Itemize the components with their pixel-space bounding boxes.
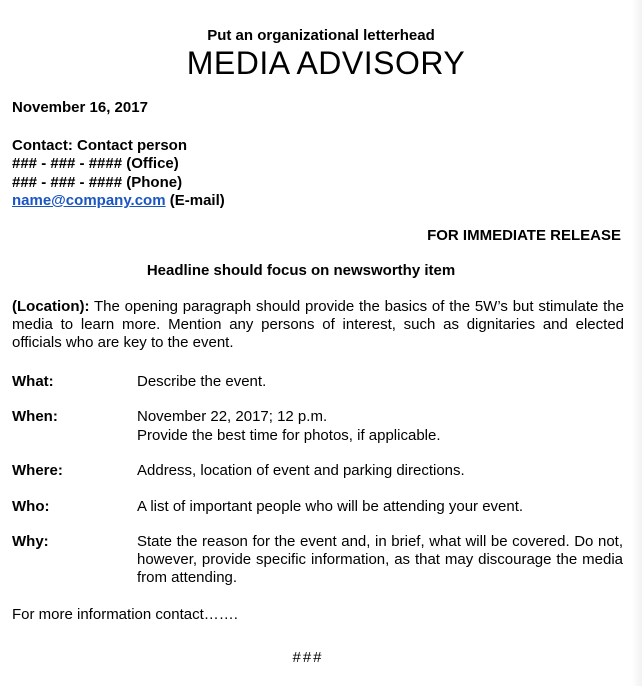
why-value: State the reason for the event and, in brief, what will be covered. Do not, however, provide specific information, as that may discourage the media from attending. — [137, 533, 623, 586]
when-label: When: — [12, 408, 58, 425]
where-label: Where: — [12, 462, 63, 479]
what-label: What: — [12, 373, 54, 390]
contact-email-line — [12, 192, 225, 210]
more-info-line: For more information contact……. — [12, 606, 238, 623]
email-suffix: (E-mail) — [165, 192, 225, 209]
contact-person: Contact: Contact person — [12, 137, 188, 154]
advisory-date: November 16, 2017 — [12, 99, 148, 116]
where-value: Address, location of event and parking directions. — [137, 462, 465, 479]
email-link[interactable]: name@company.com — [12, 192, 166, 209]
who-value: A list of important people who will be attending your event. — [137, 498, 524, 515]
intro-paragraph — [12, 298, 624, 352]
contact-office-phone: ### - ### - #### (Office) — [12, 155, 179, 172]
location-label: (Location): — [12, 298, 90, 315]
letterhead-placeholder: Put an organizational letterhead — [207, 27, 435, 44]
intro-text: The opening paragraph should provide the basics of the 5W’s but stimulate the media to learn more. Mention any persons of interest, such as dignitaries and elected officials who are key to the event. — [12, 298, 624, 351]
when-note: Provide the best time for photos, if applicable. — [137, 427, 441, 444]
document-title: MEDIA ADVISORY — [186, 45, 466, 81]
who-label: Who: — [12, 498, 50, 515]
why-label: Why: — [12, 533, 49, 550]
contact-phone: ### - ### - #### (Phone) — [12, 174, 183, 191]
release-notice: FOR IMMEDIATE RELEASE — [427, 227, 621, 244]
headline: Headline should focus on newsworthy item — [146, 262, 456, 279]
page-edge-shadow — [632, 0, 642, 686]
when-value: November 22, 2017; 12 p.m. — [137, 408, 328, 425]
what-value: Describe the event. — [137, 373, 267, 390]
end-mark: ### — [292, 649, 324, 666]
